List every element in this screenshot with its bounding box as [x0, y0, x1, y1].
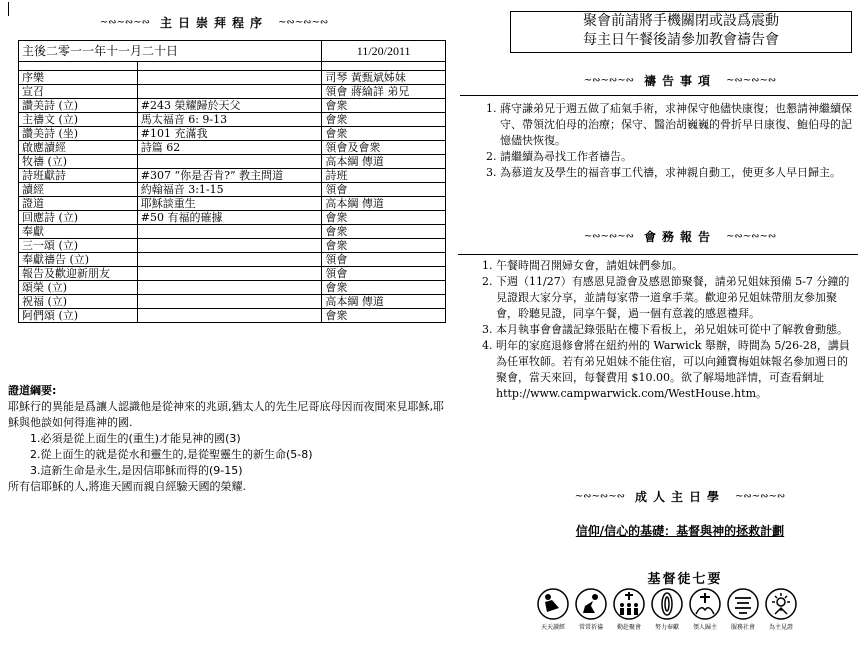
- sermon-conclusion: 所有信耶穌的人,將進天國而親自經驗天國的榮耀.: [8, 480, 246, 493]
- program-row: [19, 85, 446, 99]
- praying-icon: [575, 588, 607, 620]
- program-row: [19, 155, 446, 169]
- reading-icon: [537, 588, 569, 620]
- program-person: 會衆: [322, 127, 446, 141]
- prayer-item: 1. 蔣守謙弟兄于週五做了疝氣手術，求神保守他儘快康復；也懇請神繼續保守、帶領沈伯母的治療；保守、醫治胡巍巍的骨折早日康復、鮑伯母的記憶儘快恢復。: [500, 101, 858, 149]
- program-row: [19, 113, 446, 127]
- seven-essentials-row: [536, 588, 798, 631]
- program-content: [137, 267, 322, 281]
- program-item: 主禱文 (立): [19, 113, 138, 127]
- program-content: 詩篇 62: [137, 141, 322, 155]
- program-date-chinese: 主後二零一一年十一月二十日: [19, 41, 322, 62]
- program-person: 詩班: [322, 169, 446, 183]
- program-person: 會衆: [322, 281, 446, 295]
- prayer-item: 2. 請繼續為尋找工作者禱告。: [500, 149, 858, 165]
- program-row: [19, 183, 446, 197]
- affairs-item: 2. 下週（11/27）有感恩見證會及感恩節聚餐，請弟兄姐妹預備 5-7 分鐘的見證跟大家分享，並請每家帶一道拿手菜。歡迎弟兄姐妹帶朋友參加聚會，聆聽見證，同享午餐，過一個有意義的感恩禮拜。: [496, 274, 858, 322]
- sermon-heading: 證道綱要:: [8, 384, 57, 397]
- program-person: 司琴 黃甄斌姊妹: [322, 71, 446, 85]
- program-person: 領會 蔣綸詳 弟兄: [322, 85, 446, 99]
- program-person: 會衆: [322, 239, 446, 253]
- program-row: [19, 169, 446, 183]
- adult-school-heading: [508, 488, 852, 505]
- program-row: [19, 309, 446, 323]
- essential-item: 服務社會: [726, 588, 760, 631]
- affairs-heading: [508, 228, 852, 245]
- sermon-point: 2.從上面生的就是從水和靈生的,是從聖靈生的新生命(5-8): [30, 448, 313, 461]
- ornament-left: [575, 491, 625, 502]
- notice-box: [510, 11, 852, 53]
- program-content: [137, 281, 322, 295]
- program-content: #50 有福的確據: [137, 211, 322, 225]
- program-row: [19, 71, 446, 85]
- program-row: [19, 281, 446, 295]
- program-item: 三一頌 (立): [19, 239, 138, 253]
- program-content: [137, 239, 322, 253]
- ornament-right: [726, 75, 776, 86]
- essential-item: 勤赴聚會: [612, 588, 646, 631]
- ornament-left: [100, 17, 150, 28]
- program-content: #307 “你是否肯?” 教主問道: [137, 169, 322, 183]
- program-content: #243 榮耀歸於天父: [137, 99, 322, 113]
- sermon-point: 1.必須是從上面生的(重生)才能見神的國(3): [30, 432, 241, 445]
- program-item: 奉獻禱告 (立): [19, 253, 138, 267]
- program-person: 會衆: [322, 225, 446, 239]
- program-content: [137, 71, 322, 85]
- program-row: [19, 197, 446, 211]
- text-cursor: [8, 2, 9, 16]
- notice-line: 每主日午餐後請參加教會禱告會: [583, 32, 779, 48]
- program-header-row: [19, 41, 446, 62]
- sermon-outline: [8, 383, 448, 495]
- program-item: 祝福 (立): [19, 295, 138, 309]
- affairs-list: [458, 254, 858, 402]
- program-row: [19, 127, 446, 141]
- notice-line: 聚會前請將手機關閉或設爲震動: [583, 13, 779, 29]
- program-item: 啟應讀經: [19, 141, 138, 155]
- program-item: 宣召: [19, 85, 138, 99]
- adult-school-theme: 信仰/信心的基礎：基督與神的拯救計劃: [575, 524, 785, 538]
- offering-icon: [651, 588, 683, 620]
- affairs-item: 1. 午餐時間召開婦女會，請姐妹們參加。: [496, 258, 858, 274]
- program-content: [137, 85, 322, 99]
- program-content: 耶穌談重生: [137, 197, 322, 211]
- program-content: [137, 155, 322, 169]
- essential-item: 常常祈禱: [574, 588, 608, 631]
- prayer-title: 禱告事項: [643, 74, 716, 88]
- program-item: 頌榮 (立): [19, 281, 138, 295]
- worship-heading: [80, 14, 348, 31]
- program-person: 領會: [322, 267, 446, 281]
- ornament-right: [735, 491, 785, 502]
- program-person: 高本綱 傳道: [322, 295, 446, 309]
- program-content: 約翰福音 3:1-15: [137, 183, 322, 197]
- worship-title: 主日崇拜程序: [159, 16, 268, 30]
- program-row: [19, 225, 446, 239]
- program-person: 高本綱 傳道: [322, 197, 446, 211]
- sermon-point: 3.這新生命是永生,是因信耶穌而得的(9-15): [30, 464, 243, 477]
- program-item: 證道: [19, 197, 138, 211]
- affairs-item: 3. 本月執事會會議記錄張貼在樓下看板上，弟兄姐妹可從中了解教會動態。: [496, 322, 858, 338]
- program-item: 阿們頌 (立): [19, 309, 138, 323]
- program-person: 會衆: [322, 113, 446, 127]
- program-row: [19, 141, 446, 155]
- essential-item: 領人歸主: [688, 588, 722, 631]
- essential-item: 為主見證: [764, 588, 798, 631]
- program-row: [19, 295, 446, 309]
- program-row: [19, 99, 446, 113]
- ornament-left: [584, 231, 634, 242]
- worship-program-table: [18, 40, 446, 323]
- adult-school-title: 成人主日學: [634, 490, 725, 504]
- program-person: 領會: [322, 183, 446, 197]
- program-content: #101 充滿我: [137, 127, 322, 141]
- program-item: 序樂: [19, 71, 138, 85]
- prayer-item: 3. 為慕道友及學生的福音事工代禱，求神親自動工，使更多人早日歸主。: [500, 165, 858, 181]
- program-item: 牧禱 (立): [19, 155, 138, 169]
- witness-icon: [765, 588, 797, 620]
- essential-item: 努力奉獻: [650, 588, 684, 631]
- program-content: [137, 253, 322, 267]
- program-item: 報告及歡迎新朋友: [19, 267, 138, 281]
- evangelism-icon: [689, 588, 721, 620]
- ornament-left: [584, 75, 634, 86]
- program-row: [19, 267, 446, 281]
- program-person: 高本綱 傳道: [322, 155, 446, 169]
- program-item: 讚美詩 (坐): [19, 127, 138, 141]
- ornament-right: [278, 17, 328, 28]
- program-content: 馬太福音 6: 9-13: [137, 113, 322, 127]
- affairs-item: 4. 明年的家庭退修會將在紐約州的 Warwick 舉辦，時間為 5/26-28，講員為任軍牧師。若有弟兄姐妹不能住宿，可以向鍾寶梅姐妹報名參加週日的聚會，當天來回，每餐費用 $10.00。欲了解場地詳情，可查看網址 http://www.campwarwick.com/WestHouse.htm。: [496, 338, 858, 402]
- service-icon: [727, 588, 759, 620]
- fellowship-icon: [613, 588, 645, 620]
- program-spacer-row: [19, 62, 446, 71]
- program-date: 11/20/2011: [322, 41, 446, 62]
- program-item: 讚美詩 (立): [19, 99, 138, 113]
- program-row: [19, 253, 446, 267]
- sermon-intro: 耶穌行的異能是爲讓人認識他是從神來的兆頭,猶太人的先生尼哥底母因而夜間來見耶穌,耶穌與他談如何得進神的國.: [8, 400, 444, 429]
- program-item: 讀經: [19, 183, 138, 197]
- program-item: 回應詩 (立): [19, 211, 138, 225]
- program-row: [19, 239, 446, 253]
- program-person: 會衆: [322, 211, 446, 225]
- program-item: 詩班獻詩: [19, 169, 138, 183]
- program-content: [137, 309, 322, 323]
- program-person: 會衆: [322, 309, 446, 323]
- affairs-title: 會務報告: [643, 230, 716, 244]
- seven-essentials-title: 基督徒七要: [647, 572, 723, 587]
- ornament-right: [726, 231, 776, 242]
- program-content: [137, 295, 322, 309]
- program-content: [137, 225, 322, 239]
- program-person: 會衆: [322, 99, 446, 113]
- program-person: 領會: [322, 253, 446, 267]
- program-item: 奉獻: [19, 225, 138, 239]
- program-row: [19, 211, 446, 225]
- prayer-list: [460, 95, 858, 181]
- prayer-heading: [508, 72, 852, 89]
- essential-item: 天天讀經: [536, 588, 570, 631]
- program-person: 領會及會衆: [322, 141, 446, 155]
